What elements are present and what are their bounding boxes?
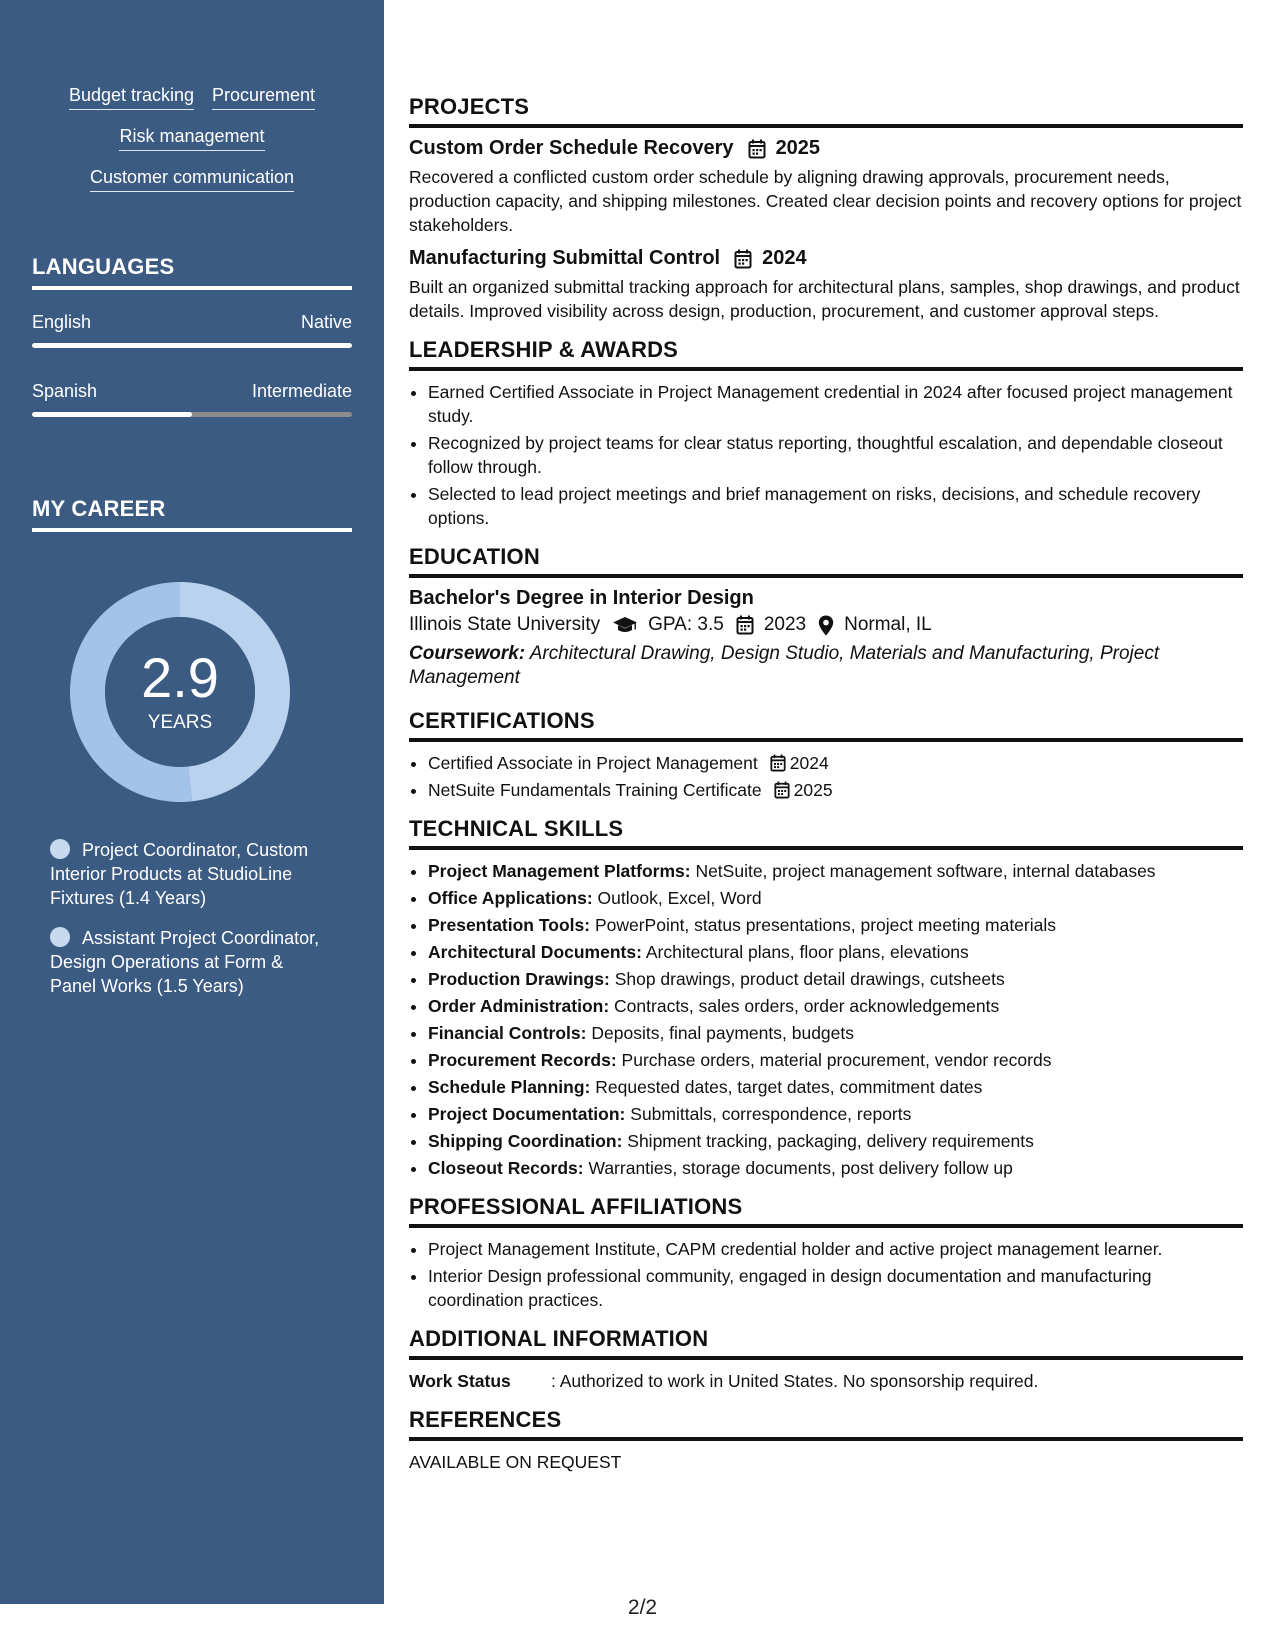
skill-label: Production Drawings: — [428, 969, 610, 989]
section-heading: ADDITIONAL INFORMATION — [409, 1326, 1243, 1360]
degree-title: Bachelor's Degree in Interior Design — [409, 587, 754, 609]
section-heading: LEADERSHIP & AWARDS — [409, 337, 1243, 371]
career-heading: MY CAREER — [32, 496, 352, 532]
career-legend-dot — [50, 839, 70, 859]
language-spanish — [32, 381, 352, 417]
career-legend-dot — [50, 927, 70, 947]
list-item — [428, 778, 1243, 802]
calendar-icon — [734, 249, 752, 269]
list-item — [428, 1075, 1243, 1099]
calendar-icon — [774, 781, 790, 799]
calendar-icon — [736, 615, 754, 635]
list-item — [428, 1102, 1243, 1126]
language-level: Intermediate — [251, 381, 352, 401]
career-item-label: Project Coordinator, Custom Interior Products at StudioLine Fixtures (1.4 Years) — [50, 840, 309, 908]
leadership-section — [409, 337, 1243, 530]
list-item: • Interior Design professional community, engaged in design documentation and manufacturing coordination practices. — [428, 1264, 1243, 1312]
skill-value: PowerPoint, status presentations, project meeting materials — [594, 915, 1056, 935]
skill-label: Schedule Planning: — [428, 1077, 591, 1097]
info-value: : Authorized to work in United States. No sponsorship required. — [551, 1371, 1039, 1391]
certification-year: 2025 — [793, 780, 833, 800]
project-item — [409, 247, 1243, 323]
skill-label: Financial Controls: — [428, 1023, 587, 1043]
project-year: 2025 — [775, 137, 821, 159]
sidebar — [0, 0, 384, 1604]
skill-value: Submittals, correspondence, reports — [630, 1104, 912, 1124]
project-title: Manufacturing Submittal Control — [409, 247, 721, 269]
skill-label: Architectural Documents: — [428, 942, 642, 962]
skill-value: Architectural plans, floor plans, elevations — [645, 942, 969, 962]
calendar-icon — [770, 754, 786, 772]
skill-value: NetSuite, project management software, internal databases — [695, 861, 1156, 881]
skill-value: Purchase orders, material procurement, vendor records — [621, 1050, 1052, 1070]
project-description: Built an organized submittal tracking approach for architectural plans, samples, shop drawings, and product details. Improved visibility across design, production, procurement, and customer approval steps. — [409, 277, 1240, 321]
info-row — [409, 1369, 1243, 1393]
skill-label: Office Applications: — [428, 888, 593, 908]
skill-tag: Customer communication — [90, 166, 294, 192]
list-item: • Recognized by project teams for clear status reporting, thoughtful escalation, and dependable closeout follow through. — [428, 431, 1243, 479]
certification-name: • Certified Associate in Project Management — [428, 753, 758, 773]
skill-value: Requested dates, target dates, commitment dates — [595, 1077, 983, 1097]
graduation-cap-icon — [612, 616, 638, 634]
project-year: 2024 — [762, 247, 807, 269]
main-content — [409, 94, 1243, 1488]
skill-tag: Risk management — [119, 125, 264, 151]
section-heading: TECHNICAL SKILLS — [409, 816, 1243, 850]
language-bar — [32, 343, 352, 348]
gpa: GPA: 3.5 — [648, 614, 724, 635]
list-item: • Earned Certified Associate in Project Management credential in 2024 after focused project management study. — [428, 380, 1243, 428]
list-item — [428, 967, 1243, 991]
project-title: Custom Order Schedule Recovery — [409, 137, 734, 159]
projects-section — [409, 94, 1243, 323]
school-name: Illinois State University — [409, 614, 601, 635]
skill-value: Contracts, sales orders, order acknowledgements — [614, 996, 1000, 1016]
map-pin-icon — [818, 615, 834, 636]
career-total-unit: YEARS — [147, 712, 213, 733]
references-section — [409, 1407, 1243, 1474]
project-description: Recovered a conflicted custom order schedule by aligning drawing approvals, procurement needs, production capacity, and shipping milestones. Created clear decision points and recovery options for project stakeholders. — [409, 167, 1242, 235]
skill-label: Closeout Records: — [428, 1158, 584, 1178]
certification-year: 2024 — [789, 753, 829, 773]
skill-value: Deposits, final payments, budgets — [591, 1023, 855, 1043]
skill-tag: Budget tracking — [69, 84, 194, 110]
info-key: Work Status — [409, 1371, 511, 1391]
skill-value: Outlook, Excel, Word — [597, 888, 762, 908]
career-item — [50, 926, 330, 998]
calendar-icon — [748, 139, 766, 159]
section-heading: PROJECTS — [409, 94, 1243, 128]
list-item — [428, 913, 1243, 937]
list-item: • Project Management Institute, CAPM credential holder and active project management learner. — [428, 1237, 1243, 1261]
language-level: Native — [300, 312, 352, 332]
skill-label: Presentation Tools: — [428, 915, 591, 935]
affiliations-section — [409, 1194, 1243, 1312]
skill-label: Order Administration: — [428, 996, 610, 1016]
career-item-label: Assistant Project Coordinator, Design Operations at Form & Panel Works (1.5 Years) — [50, 928, 320, 996]
skill-value: Warranties, storage documents, post delivery follow up — [588, 1158, 1013, 1178]
additional-info-section — [409, 1326, 1243, 1393]
school-location: Normal, IL — [844, 614, 932, 635]
section-heading: EDUCATION — [409, 544, 1243, 578]
language-english — [32, 312, 352, 348]
section-heading: PROFESSIONAL AFFILIATIONS — [409, 1194, 1243, 1228]
language-name: Spanish — [32, 381, 98, 401]
list-item — [428, 1021, 1243, 1045]
graduation-year: 2023 — [763, 614, 807, 635]
skills-list — [0, 84, 384, 207]
page-number: 2/2 — [627, 1596, 658, 1619]
section-heading: CERTIFICATIONS — [409, 708, 1243, 742]
list-item — [428, 751, 1243, 775]
list-item — [428, 1156, 1243, 1180]
career-donut-center — [60, 572, 300, 812]
list-item — [428, 1048, 1243, 1072]
skill-value: Shipment tracking, packaging, delivery requirements — [627, 1131, 1034, 1151]
language-bar-fill — [32, 343, 352, 348]
skill-label: Shipping Coordination: — [428, 1131, 623, 1151]
section-heading: REFERENCES — [409, 1407, 1243, 1441]
skill-label: Project Management Platforms: — [428, 861, 691, 881]
coursework-list: Architectural Drawing, Design Studio, Materials and Manufacturing, Project Management — [409, 643, 1160, 688]
skill-value: Shop drawings, product detail drawings, cutsheets — [614, 969, 1005, 989]
language-bar — [32, 412, 352, 417]
list-item — [428, 886, 1243, 910]
career-item — [50, 838, 330, 910]
skill-label: Project Documentation: — [428, 1104, 626, 1124]
skill-label: Procurement Records: — [428, 1050, 617, 1070]
languages-heading: LANGUAGES — [32, 254, 352, 290]
list-item — [428, 1129, 1243, 1153]
references-text: AVAILABLE ON REQUEST — [409, 1452, 622, 1472]
project-item — [409, 137, 1243, 237]
coursework-label: Coursework: — [409, 643, 526, 664]
list-item: • Selected to lead project meetings and brief management on risks, decisions, and schedule recovery options. — [428, 482, 1243, 530]
list-item — [428, 994, 1243, 1018]
certifications-section — [409, 708, 1243, 802]
list-item — [428, 859, 1243, 883]
skill-tag: Procurement — [212, 84, 315, 110]
certification-name: • NetSuite Fundamentals Training Certificate — [428, 780, 762, 800]
language-name: English — [32, 312, 92, 332]
language-bar-fill — [32, 412, 192, 417]
career-total-years: 2.9 — [141, 646, 219, 709]
education-section — [409, 544, 1243, 690]
technical-skills-section — [409, 816, 1243, 1180]
list-item — [428, 940, 1243, 964]
coursework — [409, 642, 1243, 690]
